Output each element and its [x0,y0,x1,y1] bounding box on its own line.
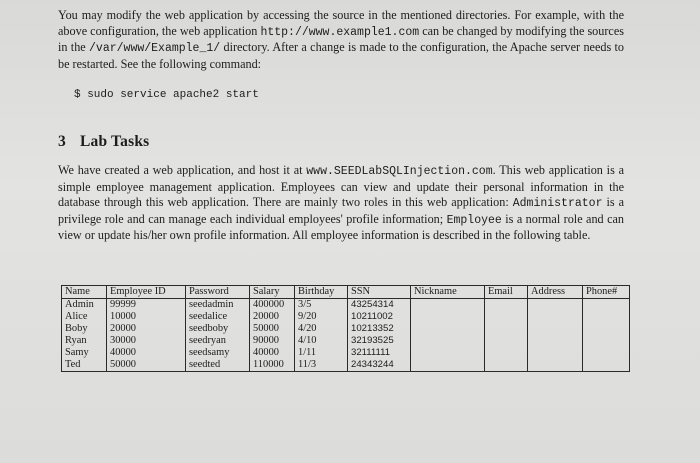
cell-password: seedadmin [186,299,250,312]
table-row [62,323,630,335]
cell-birthday: 1/11 [295,347,348,359]
text-run: directory. After a change is made to the configuration, the Apache server needs to be restarted. See the following command: [58,40,624,71]
section-number: 3 [58,133,66,150]
employee-table [61,285,630,372]
cell-employee-id: 99999 [107,299,186,312]
table-header-row [62,286,630,299]
section-title: Lab Tasks [79,133,150,150]
cell-birthday: 3/5 [295,299,348,312]
text-run: is a normal role and can view or update his/her own profile information. All employee information is described in the following table. [58,211,624,243]
cell-email [485,299,528,312]
cell-name: Ryan [62,335,107,347]
table-row [62,335,630,347]
cell-address [528,359,583,372]
column-header: Nickname [411,286,485,299]
section-heading [58,133,149,151]
cell-employee-id: 50000 [107,359,186,372]
cell-ssn: 10213352 [348,323,411,335]
cell-birthday: 4/20 [295,323,348,335]
cell-employee-id: 10000 [107,311,186,323]
example-url: http://www.example1.com [260,25,420,39]
text-run: You may modify the web application by accessing the source in the mentioned directories. For example, with the above configuration, the web application [58,8,624,38]
table-row [62,311,630,323]
cell-nickname [411,323,485,335]
cell-ssn: 10211002 [348,311,411,323]
cell-ssn: 32111111 [348,347,411,359]
cell-address [528,299,583,312]
cell-ssn: 24343244 [348,359,411,372]
cell-ssn: 32193525 [348,335,411,347]
paragraph-apache-config [58,8,624,72]
table-row [62,359,630,372]
cell-phone [583,347,630,359]
cell-ssn: 43254314 [348,299,411,312]
cell-name: Admin [62,299,107,312]
cell-password: seedsamy [186,347,250,359]
web-app-url: www.SEEDLabSQLInjection.com [306,165,493,178]
cell-phone [583,323,630,335]
cell-birthday: 4/10 [295,335,348,347]
cell-address [528,335,583,347]
column-header: Name [62,286,107,299]
directory-path: /var/www/Example_1/ [89,42,221,56]
column-header: SSN [348,286,411,299]
cell-salary: 50000 [250,323,295,335]
cell-password: seedalice [186,311,250,323]
cell-email [485,323,528,335]
cell-salary: 20000 [250,311,295,323]
cell-nickname [411,299,485,312]
table-row [62,299,630,312]
cell-salary: 40000 [250,347,295,359]
cell-address [528,347,583,359]
cell-phone [583,359,630,372]
cell-nickname [411,311,485,323]
cell-password: seedryan [186,335,250,347]
cell-birthday: 11/3 [295,359,348,372]
cell-phone [583,299,630,312]
cell-password: seedboby [186,323,250,335]
column-header: Password [186,286,250,299]
cell-birthday: 9/20 [295,311,348,323]
cell-salary: 400000 [250,299,295,312]
column-header: Birthday [295,286,348,299]
command-line: $ sudo service apache2 start [74,89,259,101]
cell-address [528,311,583,323]
cell-employee-id: 40000 [107,347,186,359]
cell-name: Ted [62,359,107,372]
column-header: Employee ID [107,286,186,299]
paragraph-lab-tasks [58,163,624,244]
column-header: Address [528,286,583,299]
text-run: We have created a web application, and host it at [58,163,307,177]
cell-employee-id: 20000 [107,323,186,335]
cell-email [485,311,528,323]
column-header: Salary [250,286,295,299]
role-employee: Employee [446,213,502,227]
text-run: is a privilege role and can manage each individual employees' profile information; [58,195,624,226]
cell-email [485,335,528,347]
cell-employee-id: 30000 [107,335,186,347]
table-row [62,347,630,359]
cell-name: Alice [62,311,107,323]
cell-salary: 90000 [250,335,295,347]
cell-nickname [411,347,485,359]
cell-password: seedted [186,359,250,372]
cell-salary: 110000 [250,359,295,372]
cell-email [485,359,528,372]
cell-nickname [411,359,485,372]
cell-address [528,323,583,335]
column-header: Email [485,286,528,299]
cell-name: Samy [62,347,107,359]
role-administrator: Administrator [512,197,603,211]
text-run: can be changed by modifying the sources in the [58,23,624,55]
text-run: . This web application is a simple employee management application. Employees can view and update their personal information in the database through this web application. There are mainly two roles in this web application: [58,163,624,210]
cell-name: Boby [62,323,107,335]
column-header: Phone# [583,286,630,299]
cell-nickname [411,335,485,347]
cell-phone [583,311,630,323]
cell-email [485,347,528,359]
cell-phone [583,335,630,347]
